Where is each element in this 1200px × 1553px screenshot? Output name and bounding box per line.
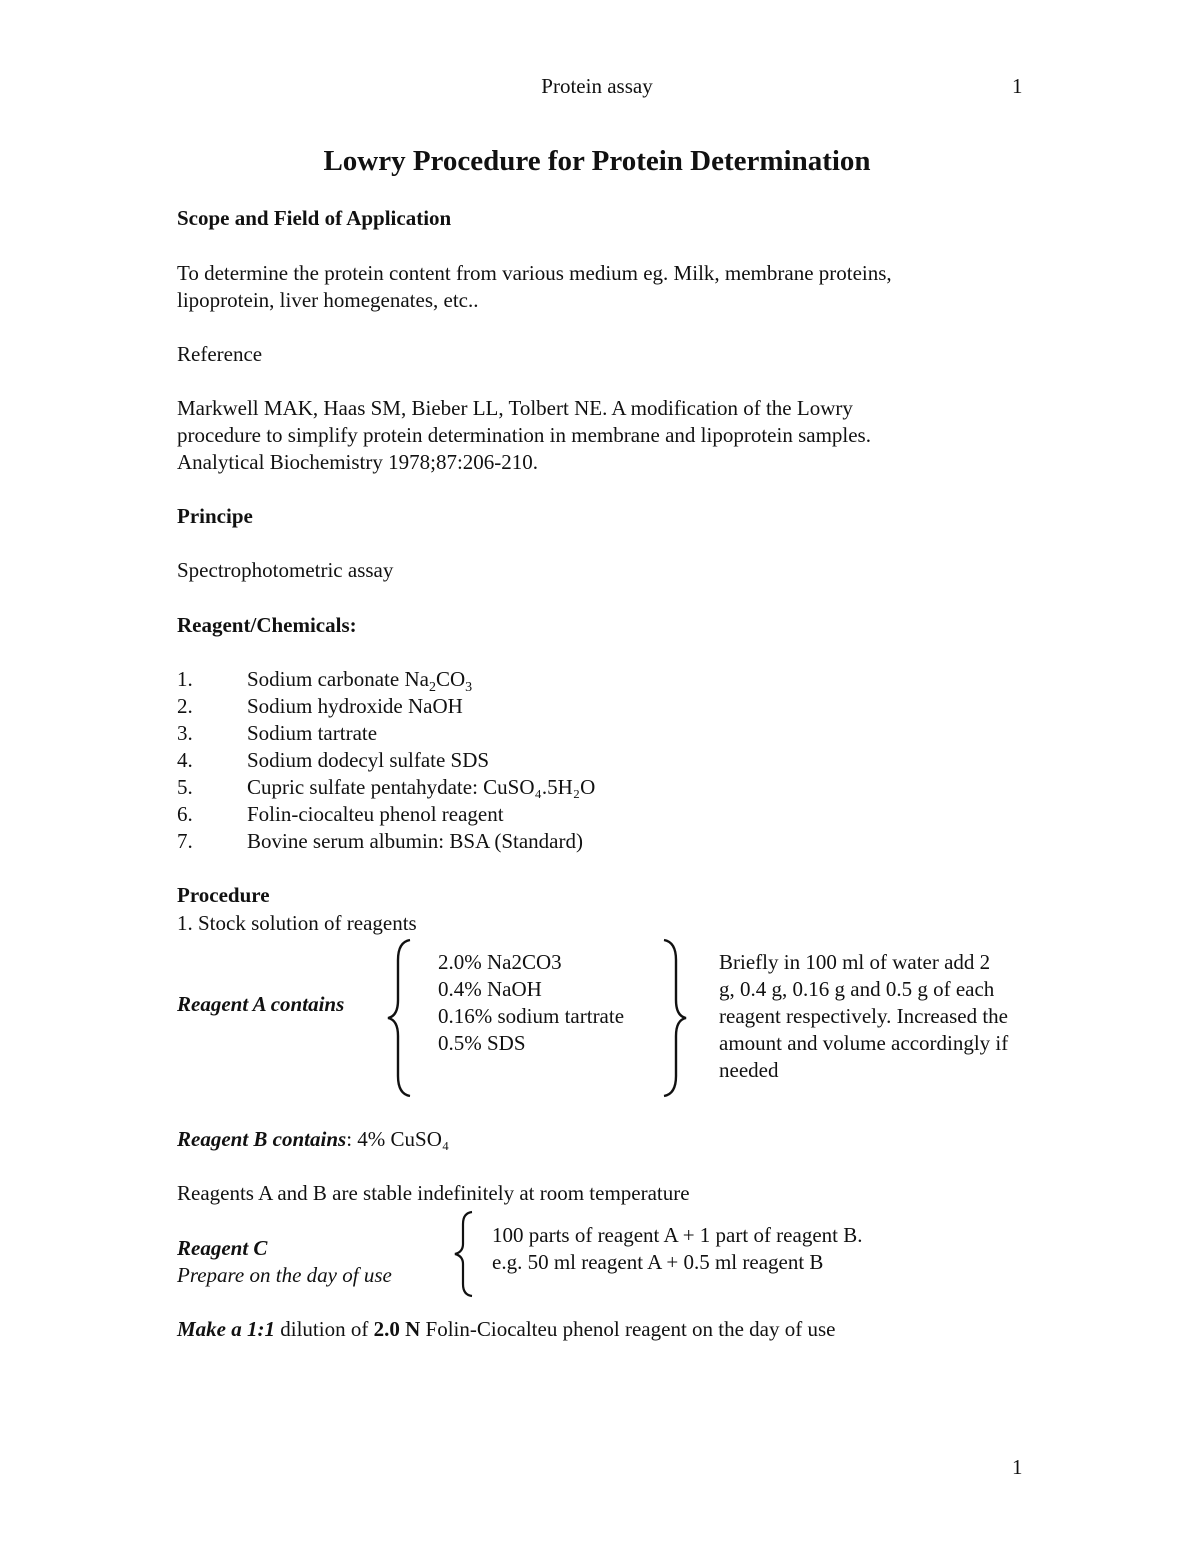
reagent-item-text: Sodium dodecyl sulfate SDS bbox=[247, 748, 490, 772]
reagent-c-recipe-line: 100 parts of reagent A + 1 part of reagent B. bbox=[492, 1223, 863, 1247]
reagent-item-subscript: 2 bbox=[428, 680, 436, 696]
reagent-a-note bbox=[719, 949, 1008, 1084]
reagent-item-2 bbox=[177, 693, 595, 720]
principle-heading: Principe bbox=[177, 504, 253, 528]
reagent-a-note-line: amount and volume accordingly if bbox=[719, 1031, 1009, 1055]
reagent-item-text: Sodium carbonate Na bbox=[247, 667, 429, 691]
reagent-a-components bbox=[438, 949, 624, 1057]
reagent-item-3 bbox=[177, 720, 595, 747]
reagent-b-label: Reagent B contains bbox=[177, 1127, 347, 1151]
left-brace-icon bbox=[452, 1210, 476, 1298]
reagent-item-6 bbox=[177, 801, 595, 828]
dilution-lead: Make a 1:1 bbox=[177, 1317, 275, 1341]
dilution-unit: N bbox=[399, 1317, 421, 1341]
reagent-item-4 bbox=[177, 747, 595, 774]
reagent-c-recipe bbox=[492, 1222, 862, 1276]
reagent-item-text: Sodium tartrate bbox=[247, 721, 378, 745]
dilution-concentration: 2.0 bbox=[373, 1317, 400, 1341]
procedure-step-1: 1. Stock solution of reagents bbox=[177, 911, 417, 935]
reagents-heading: Reagent/Chemicals: bbox=[177, 613, 357, 637]
reagent-item-number: 5. bbox=[177, 775, 193, 799]
reagent-item-subscript: 3 bbox=[465, 680, 473, 696]
reagent-item-number: 3. bbox=[177, 721, 193, 745]
reagent-a-note-line: reagent respectively. Increased the bbox=[719, 1004, 1008, 1028]
reagent-a-note-line: needed bbox=[719, 1058, 779, 1082]
reagent-item-text: Bovine serum albumin: BSA (Standard) bbox=[247, 829, 583, 853]
reagent-item-1 bbox=[177, 666, 595, 696]
footer-page-number: 1 bbox=[1012, 1455, 1023, 1479]
scope-line-1: To determine the protein content from various medium eg. Milk, membrane proteins, bbox=[177, 261, 892, 285]
reagent-a-component: 0.16% sodium tartrate bbox=[438, 1004, 625, 1028]
reagent-a-note-line: Briefly in 100 ml of water add 2 bbox=[719, 950, 991, 974]
reagent-item-number: 1. bbox=[177, 667, 193, 691]
scope-line-2: lipoprotein, liver homegenates, etc.. bbox=[177, 288, 479, 312]
running-header-page-number: 1 bbox=[1012, 74, 1023, 98]
reference-label: Reference bbox=[177, 342, 263, 366]
document-title: Lowry Procedure for Protein Determination bbox=[323, 145, 871, 177]
running-header-title: Protein assay bbox=[541, 74, 653, 98]
reagent-a-note-line: g, 0.4 g, 0.16 g and 0.5 g of each bbox=[719, 977, 995, 1001]
reagent-c-sublabel: Prepare on the day of use bbox=[177, 1263, 392, 1287]
reagent-item-number: 2. bbox=[177, 694, 193, 718]
dilution-instruction bbox=[177, 1316, 836, 1343]
reagent-item-number: 4. bbox=[177, 748, 193, 772]
reference-line-2: procedure to simplify protein determination in membrane and lipoprotein samples. bbox=[177, 423, 871, 447]
reagent-a-component: 0.5% SDS bbox=[438, 1031, 526, 1055]
reagent-a-component: 2.0% Na2CO3 bbox=[438, 950, 562, 974]
reagent-item-5 bbox=[177, 774, 595, 801]
scope-heading: Scope and Field of Application bbox=[177, 206, 452, 230]
reagent-a-component: 0.4% NaOH bbox=[438, 977, 542, 1001]
reference-line-1: Markwell MAK, Haas SM, Bieber LL, Tolbert NE. A modification of the Lowry bbox=[177, 396, 853, 420]
reference-line-3: Analytical Biochemistry 1978;87:206-210. bbox=[177, 450, 539, 474]
reagent-item-text: Cupric sulfate pentahydate: CuSO₄.5H₂O bbox=[247, 775, 596, 799]
reagent-item-number: 6. bbox=[177, 802, 193, 826]
stability-note: Reagents A and B are stable indefinitely at room temperature bbox=[177, 1181, 690, 1205]
reagent-item-number: 7. bbox=[177, 829, 193, 853]
left-brace-icon bbox=[384, 938, 414, 1098]
dilution-rest: Folin-Ciocalteu phenol reagent on the day of use bbox=[420, 1317, 836, 1341]
reagent-item-text-mid: CO bbox=[435, 667, 466, 691]
procedure-heading: Procedure bbox=[177, 883, 270, 907]
principle-text: Spectrophotometric assay bbox=[177, 558, 394, 582]
reagents-list bbox=[177, 666, 595, 855]
reagent-item-text: Folin-ciocalteu phenol reagent bbox=[247, 802, 504, 826]
reagent-item-7 bbox=[177, 828, 595, 855]
right-brace-icon bbox=[660, 938, 690, 1098]
reagent-b-text: : 4% CuSO₄ bbox=[346, 1127, 450, 1151]
reagent-item-text: Sodium hydroxide NaOH bbox=[247, 694, 463, 718]
reagent-c-label: Reagent C bbox=[177, 1236, 268, 1260]
reagent-b-line bbox=[177, 1126, 449, 1153]
dilution-mid: dilution of bbox=[275, 1317, 374, 1341]
reagent-a-label: Reagent A contains bbox=[177, 992, 345, 1016]
reagent-c-recipe-line: e.g. 50 ml reagent A + 0.5 ml reagent B bbox=[492, 1250, 824, 1274]
